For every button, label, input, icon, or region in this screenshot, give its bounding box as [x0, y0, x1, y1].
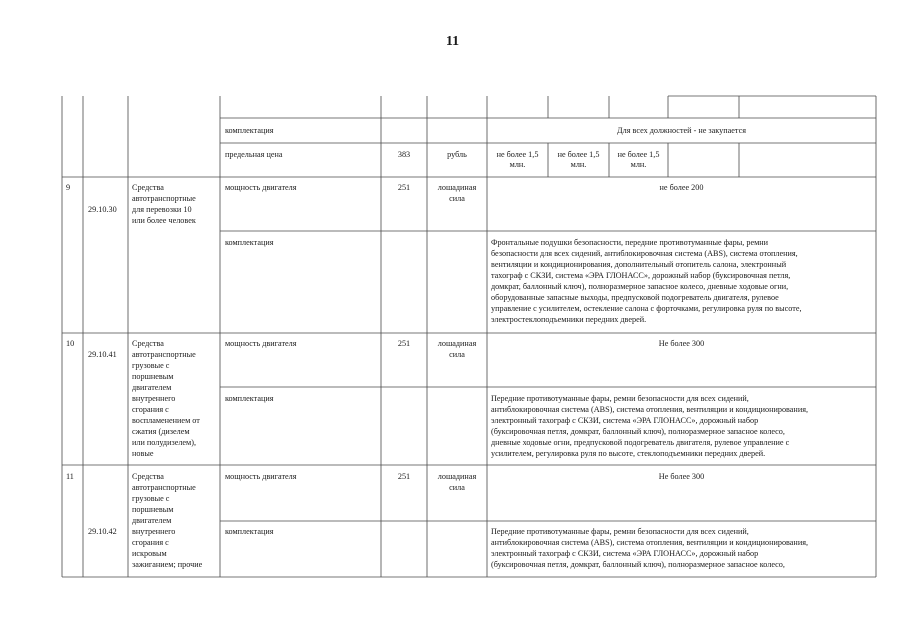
price-value-1-unit: млн.	[509, 160, 526, 169]
row-11-code: 29.10.42	[88, 527, 117, 536]
row-11-name-line: внутреннего	[132, 527, 176, 536]
row-10-power-value: Не более 300	[658, 339, 705, 348]
row-11-equipment-line: (буксировочная петля, домкрат, баллонный ключ), полноразмерное запасное колесо,	[491, 560, 785, 569]
row-10-power-code: 251	[397, 339, 411, 348]
row-10-name-line: сжатия (дизелем	[132, 427, 190, 436]
row-9-name-line: для перевозки 10	[132, 205, 192, 214]
row-10-name-line: сгорания с	[132, 405, 169, 414]
row-11-name-line: поршневым	[132, 505, 174, 514]
row-10-equipment-line: дневные ходовые огни, предпусковой подогреватель двигателя, рулевое управление с	[491, 438, 790, 447]
row-10-name-line: двигателем	[132, 383, 172, 392]
row-9-name-line: Средства	[132, 183, 164, 192]
row-9-equipment-line: электростеклоподъемники передних дверей.	[491, 315, 647, 324]
row-10-name-line: внутреннего	[132, 394, 176, 403]
row-10-power-label: мощность двигателя	[225, 339, 297, 348]
continuation-equipment-label: комплектация	[225, 126, 274, 135]
row-11-name-line: двигателем	[132, 516, 172, 525]
row-9-equipment-line: вентиляции и кондиционирования, дополнительный отопитель салона, электронный	[491, 260, 787, 269]
row-9-power-unit: лошадиная	[437, 183, 477, 192]
row-11-equipment-line: электронный тахограф с СКЗИ, система «ЭРА ГЛОНАСС», дорожный набор	[491, 549, 759, 558]
row-9-equipment-label: комплектация	[225, 238, 274, 247]
row-11-name-line: зажиганием; прочие	[132, 560, 203, 569]
row-10-code: 29.10.41	[88, 350, 117, 359]
row-9-equipment-line: домкрат, баллонный ключ), полноразмерное запасное колесо, дневные ходовые огни,	[491, 282, 789, 291]
row-10-name-line: поршневым	[132, 372, 174, 381]
row-9-power-code: 251	[397, 183, 411, 192]
price-value-3: не более 1,5	[617, 150, 660, 159]
row-9-name-line: или более человек	[132, 216, 196, 225]
row-10-equipment-line: антиблокировочная система (ABS), система отопления, вентиляции и кондиционирования,	[491, 405, 809, 414]
row-11-power-unit: лошадиная	[437, 472, 477, 481]
row-11-equipment-label: комплектация	[225, 527, 274, 536]
row-9-name-line: автотранспортные	[132, 194, 196, 203]
row-9-number: 9	[66, 183, 71, 192]
row-11-name-line: искровым	[132, 549, 167, 558]
row-9-equipment-line: Фронтальные подушки безопасности, передние противотуманные фары, ремни	[491, 238, 769, 247]
row-10-name-line: или полудизелем),	[132, 438, 197, 447]
row-9-equipment-line: тахограф с СКЗИ, система «ЭРА ГЛОНАСС», дорожный набор (буксировочная петля,	[491, 271, 791, 280]
row-11-equipment-line: антиблокировочная система (ABS), система отопления, вентиляции и кондиционирования,	[491, 538, 809, 547]
continuation-price-unit: рубль	[447, 150, 467, 159]
continuation-equipment-value: Для всех должностей - не закупается	[617, 126, 746, 135]
row-11-power-code: 251	[397, 472, 411, 481]
row-11-name-line: грузовые с	[132, 494, 170, 503]
row-10-power-unit: сила	[449, 350, 465, 359]
price-value-2-unit: млн.	[570, 160, 587, 169]
continuation-price-label: предельная цена	[225, 150, 283, 159]
price-value-2: не более 1,5	[557, 150, 600, 159]
row-11-power-value: Не более 300	[658, 472, 705, 481]
row-10-name-line: автотранспортные	[132, 350, 196, 359]
row-11-name-line: сгорания с	[132, 538, 169, 547]
row-10-equipment-line: электронный тахограф с СКЗИ, система «ЭРА ГЛОНАСС», дорожный набор	[491, 416, 759, 425]
row-11-power-label: мощность двигателя	[225, 472, 297, 481]
row-10-name-line: новые	[132, 449, 154, 458]
price-value-1: не более 1,5	[496, 150, 539, 159]
row-10-name-line: воспламенением от	[132, 416, 200, 425]
row-9-equipment-line: управление с усилителем, остекление салона с форточками, регулировка руля по высоте,	[491, 304, 802, 313]
row-10-equipment-line: Передние противотуманные фары, ремни безопасности для всех сидений,	[491, 394, 749, 403]
row-11-name-line: Средства	[132, 472, 164, 481]
row-9-power-unit: сила	[449, 194, 465, 203]
row-10-name-line: грузовые с	[132, 361, 170, 370]
row-11-number: 11	[66, 472, 74, 481]
row-9-power-label: мощность двигателя	[225, 183, 297, 192]
row-9-power-value: не более 200	[659, 183, 704, 192]
row-9-code: 29.10.30	[88, 205, 117, 214]
price-value-3-unit: млн.	[630, 160, 647, 169]
row-10-name-line: Средства	[132, 339, 164, 348]
row-11-power-unit: сила	[449, 483, 465, 492]
row-10-number: 10	[66, 339, 75, 348]
row-10-equipment-line: (буксировочная петля, домкрат, баллонный ключ), полноразмерное запасное колесо,	[491, 427, 785, 436]
row-11-name-line: автотранспортные	[132, 483, 196, 492]
page-number: 11	[445, 34, 460, 49]
row-11-equipment-line: Передние противотуманные фары, ремни безопасности для всех сидений,	[491, 527, 749, 536]
continuation-price-code: 383	[397, 150, 411, 159]
row-10-equipment-label: комплектация	[225, 394, 274, 403]
row-9-equipment-line: оборудованные запасные выходы, предпусковой подогреватель двигателя, рулевое	[491, 293, 779, 302]
row-10-equipment-line: усилителем, регулировка руля по высоте, стеклоподъемники передних дверей.	[491, 449, 766, 458]
row-10-power-unit: лошадиная	[437, 339, 477, 348]
row-9-equipment-line: безопасности для всех сидений, антиблокировочная система (ABS), система отопления,	[491, 249, 798, 258]
